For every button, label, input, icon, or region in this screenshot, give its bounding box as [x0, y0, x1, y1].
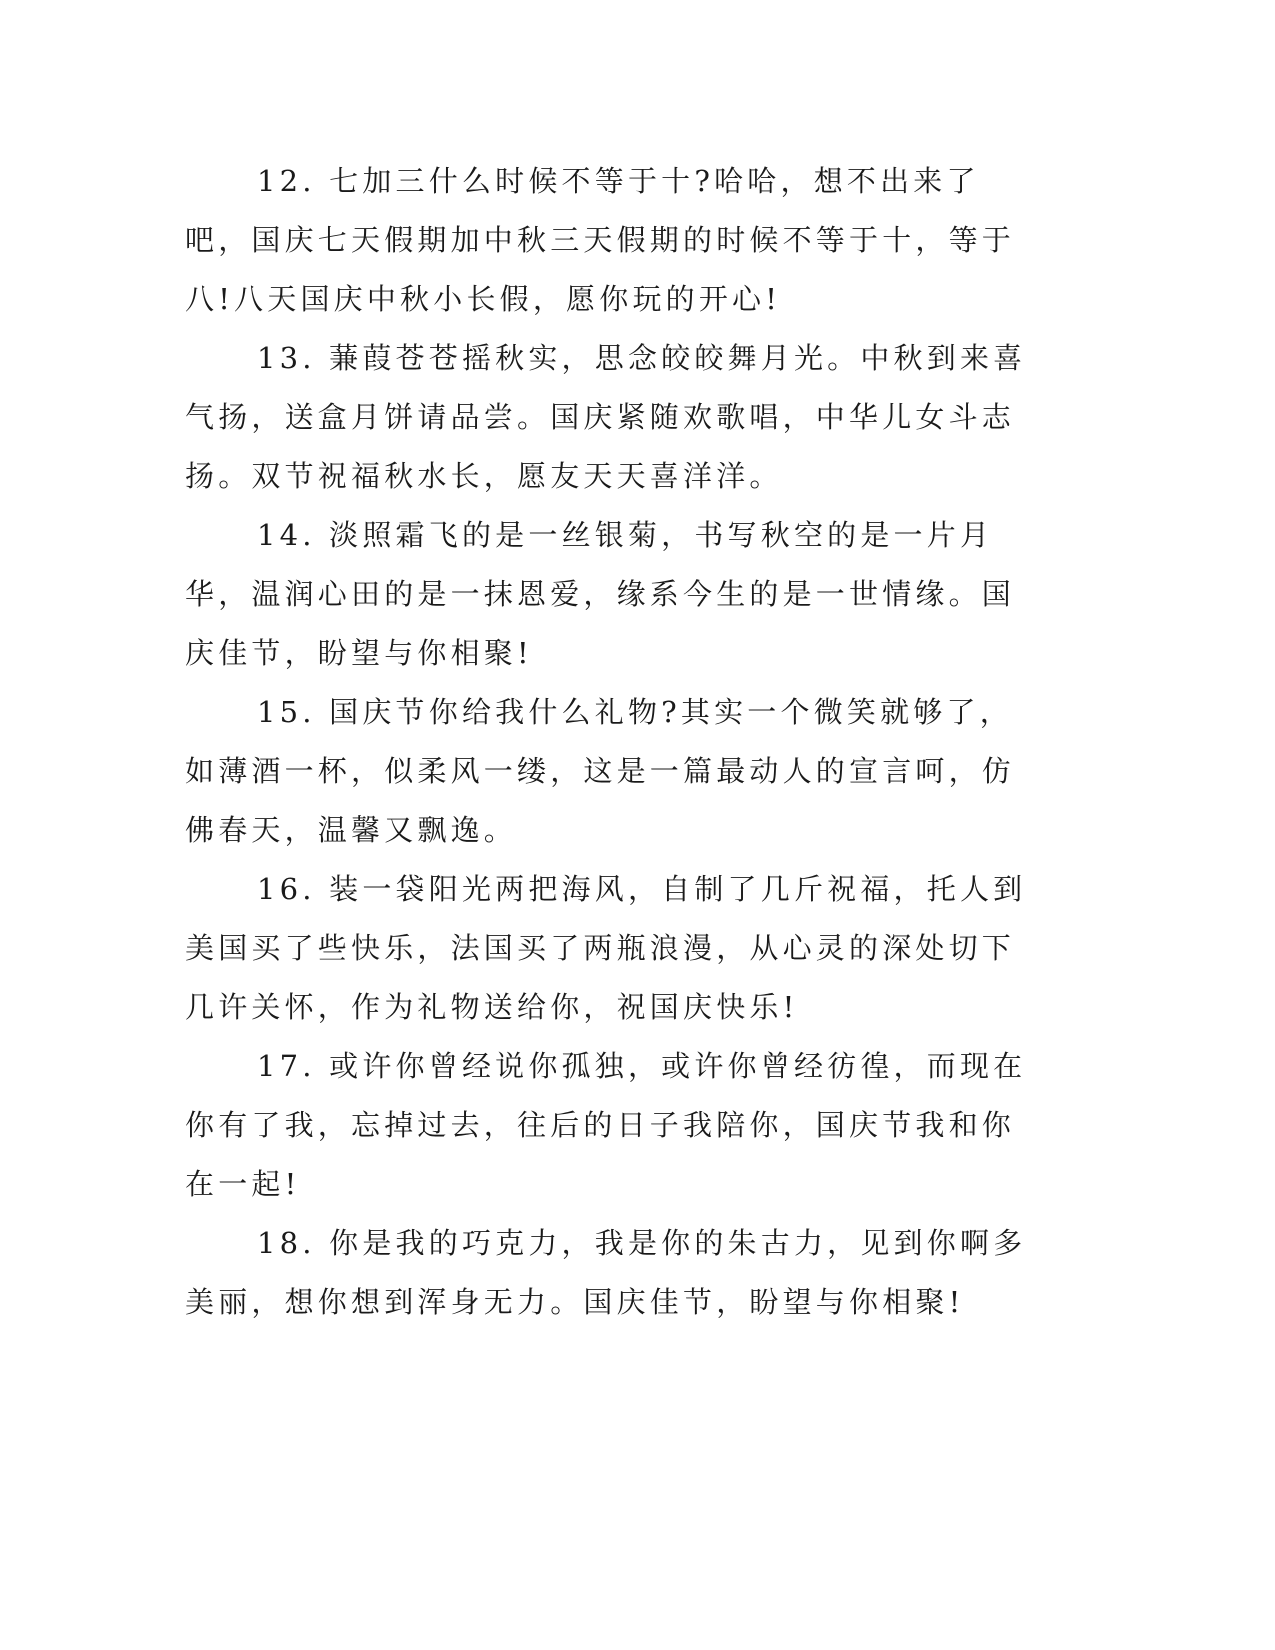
paragraph-number: 16. — [257, 872, 330, 906]
paragraph-text: 蒹葭苍苍摇秋实，思念皎皎舞月光。中秋到来喜气扬，送盒月饼请品尝。国庆紧随欢歌唱，中华儿女斗志扬。双节祝福秋水长，愿友天天喜洋洋。 — [185, 341, 1027, 493]
paragraph-13 — [185, 329, 1045, 506]
paragraph-text: 国庆节你给我什么礼物?其实一个微笑就够了，如薄酒一杯，似柔风一缕，这是一篇最动人的宣言呵，仿佛春天，温馨又飘逸。 — [185, 695, 1016, 847]
paragraph-number: 13. — [257, 341, 330, 375]
paragraph-17 — [185, 1037, 1045, 1214]
paragraph-15 — [185, 683, 1045, 860]
paragraph-number: 12. — [257, 164, 330, 198]
paragraph-text: 或许你曾经说你孤独，或许你曾经彷徨，而现在你有了我，忘掉过去，往后的日子我陪你，国庆节我和你在一起! — [185, 1049, 1027, 1201]
paragraph-number: 18. — [257, 1226, 330, 1260]
document-body — [185, 152, 1045, 1332]
paragraph-number: 14. — [257, 518, 330, 552]
paragraph-text: 淡照霜飞的是一丝银菊，书写秋空的是一片月华，温润心田的是一抹恩爱，缘系今生的是一世情缘。国庆佳节，盼望与你相聚! — [185, 518, 1016, 670]
paragraph-14 — [185, 506, 1045, 683]
paragraph-text: 七加三什么时候不等于十?哈哈，想不出来了吧，国庆七天假期加中秋三天假期的时候不等于十，等于八!八天国庆中秋小长假，愿你玩的开心! — [185, 164, 1016, 316]
paragraph-number: 15. — [257, 695, 330, 729]
paragraph-16 — [185, 860, 1045, 1037]
paragraph-text: 装一袋阳光两把海风，自制了几斤祝福，托人到美国买了些快乐，法国买了两瓶浪漫，从心灵的深处切下几许关怀，作为礼物送给你，祝国庆快乐! — [185, 872, 1027, 1024]
paragraph-number: 17. — [257, 1049, 330, 1083]
paragraph-text: 你是我的巧克力，我是你的朱古力，见到你啊多美丽，想你想到浑身无力。国庆佳节，盼望与你相聚! — [185, 1226, 1027, 1319]
paragraph-12 — [185, 152, 1045, 329]
paragraph-18 — [185, 1214, 1045, 1332]
